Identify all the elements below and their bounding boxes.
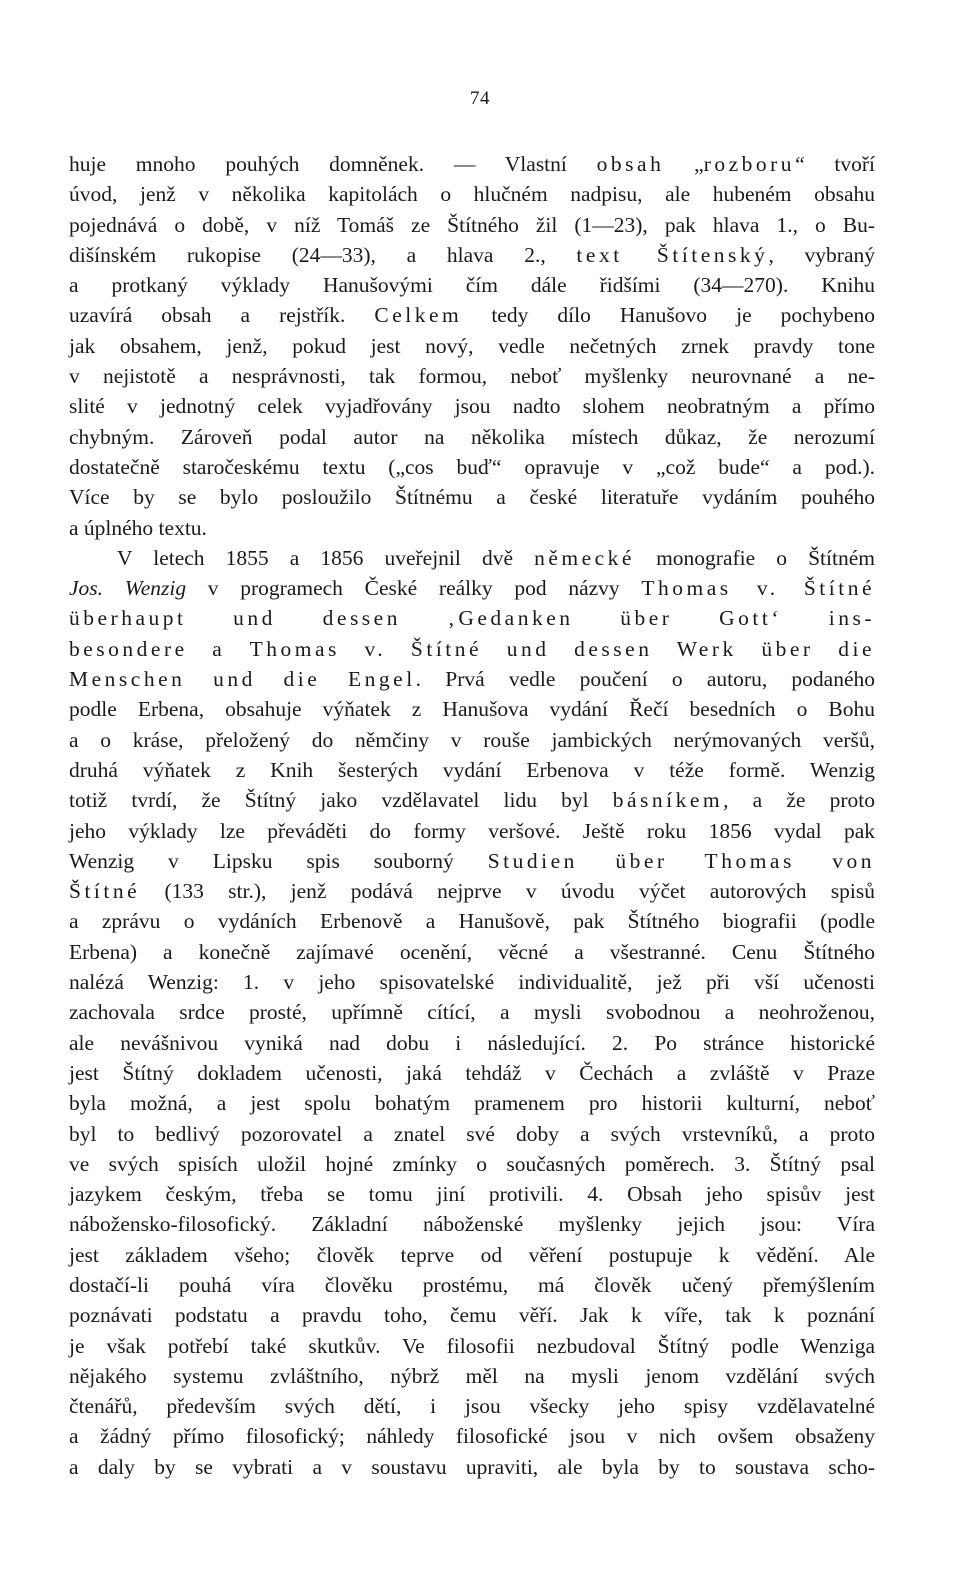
text-run: ale nevášnivou vyniká nad dobu i následující. 2. Po stránce historické <box>69 1030 875 1055</box>
text-run: dostačí-li pouhá víra člověku prostému, má člověk učený přemýšlením <box>69 1272 875 1297</box>
spaced-emphasis: überhaupt und dessen ‚Gedanken über Gott‘ ins- <box>69 606 875 631</box>
text-line <box>69 1119 875 1149</box>
spaced-emphasis: Menschen und die Engel <box>69 667 416 692</box>
text-run: a protkaný výklady Hanušovými čím dále řidšími (34—270). Knihu <box>69 273 875 298</box>
text-run: jest Štítný dokladem učenosti, jaká tehdáž v Čechách a zvláště v Praze <box>69 1060 875 1085</box>
text-line <box>69 1240 875 1270</box>
text-line <box>69 1058 875 1088</box>
text-run: (133 str.), jenž podává nejprve v úvodu výčet autorových spisů <box>140 879 875 904</box>
text-line <box>69 1088 875 1118</box>
text-line <box>69 573 875 603</box>
text-run: tedy dílo Hanušovo je pochybeno <box>462 303 875 328</box>
text-line <box>69 694 875 724</box>
text-line <box>69 876 875 906</box>
spaced-emphasis: obsah <box>596 152 665 176</box>
text-line <box>69 240 875 270</box>
text-line <box>69 1331 875 1361</box>
text-run: totiž tvrdí, že Štítný jako vzdělavatel lidu byl <box>69 788 613 813</box>
text-line <box>69 967 875 997</box>
spaced-emphasis: rozboru <box>703 152 796 176</box>
text-run: chybným. Zároveň podal autor na několika místech důkaz, že nerozumí <box>69 424 875 449</box>
spaced-emphasis: Thomas v. Štítné <box>641 576 875 601</box>
text-line <box>69 210 875 240</box>
text-run: a žádný přímo filosofický; náhledy filosofické jsou v nich ovšem obsaženy <box>69 1424 875 1449</box>
text-run: „ <box>664 152 704 176</box>
text-run: čtenářů, především svých dětí, i jsou všecky jeho spisy vzdělavatelné <box>69 1394 875 1419</box>
text-run: jeho výklady lze převáděti do formy veršové. Ještě roku 1856 vydal pak <box>69 818 875 843</box>
text-line <box>69 1361 875 1391</box>
text-line <box>69 937 875 967</box>
text-run: byl to bedlivý pozorovatel a znatel své doby a svých vrstevníků, a proto <box>69 1121 875 1146</box>
text-line <box>69 997 875 1027</box>
text-line <box>69 331 875 361</box>
text-run: , vybraný <box>768 242 875 267</box>
text-line <box>69 1028 875 1058</box>
text-run: a zprávu o vydáních Erbenově a Hanušově, pak Štítného biografii (podle <box>69 909 875 934</box>
text-line <box>69 179 875 209</box>
spaced-emphasis: text Štítenský <box>576 242 769 267</box>
text-run: V letech 1855 a 1856 uveřejnil dvě <box>117 545 535 570</box>
text-run: Více by se bylo posloužilo Štítnému a české literatuře vydáním pouhého <box>69 485 875 510</box>
text-run: uzavírá obsah a rejstřík. <box>69 303 375 328</box>
text-line <box>69 391 875 421</box>
text-run: Erbena) a konečně zajímavé ocenění, věcné a všestranné. Cenu Štítného <box>69 939 875 964</box>
spaced-emphasis: německé <box>534 545 635 570</box>
text-run: jak obsahem, jenž, pokud jest nový, vedle nečetných zrnek pravdy tone <box>69 333 875 358</box>
text-run: slité v jednotný celek vyjadřovány jsou nadto slohem neobratným a přímo <box>69 394 875 419</box>
text-line <box>69 452 875 482</box>
text-line <box>69 1391 875 1421</box>
spaced-emphasis: Celkem <box>374 303 463 328</box>
text-line <box>69 634 875 664</box>
text-run: v nejistotě a nesprávnosti, tak formou, neboť myšlenky neurovnané a ne- <box>69 364 875 389</box>
text-line <box>69 1149 875 1179</box>
text-line <box>69 1179 875 1209</box>
text-line <box>69 1452 875 1482</box>
text-line <box>69 664 875 694</box>
text-line <box>69 543 875 573</box>
text-run: a úplného textu. <box>69 515 207 540</box>
text-run: a daly by se vybrati a v soustavu upraviti, ale byla by to soustava scho- <box>69 1454 875 1479</box>
text-run: huje mnoho pouhých domněnek. — Vlastní <box>69 152 597 176</box>
text-run: nalézá Wenzig: 1. v jeho spisovatelské individualitě, jež při vší učenosti <box>69 970 875 995</box>
page-number: 74 <box>470 88 490 109</box>
text-run: v programech České reálky pod názvy <box>186 576 642 601</box>
paragraph-2 <box>69 543 875 1482</box>
spaced-emphasis: Studien über Thomas von <box>487 848 875 873</box>
text-line <box>69 270 875 300</box>
text-line <box>69 149 875 179</box>
text-line <box>69 846 875 876</box>
text-line <box>69 422 875 452</box>
text-run: byla možná, a jest spolu bohatým pramenem pro historii kulturní, neboť <box>69 1091 875 1116</box>
text-line <box>69 725 875 755</box>
text-run: dišínském rukopise (24—33), a hlava 2., <box>69 242 577 267</box>
text-run: dostatečně staročeskému textu („cos buď“ opravuje v „což bude“ a pod.). <box>69 454 875 479</box>
italic-name: Jos. Wenzig <box>69 576 187 601</box>
text-run: Wenzig v Lipsku spis souborný <box>69 848 488 873</box>
text-line <box>69 1270 875 1300</box>
text-run: pojednává o době, v níž Tomáš ze Štítného žil (1—23), pak hlava 1., o Bu- <box>69 212 875 237</box>
text-run: nějakého systemu zvláštního, nýbrž měl na mysli jenom vzdělání svých <box>69 1363 875 1388</box>
text-run: a o kráse, přeložený do němčiny v rouše jambických nerýmovaných veršů, <box>69 727 875 752</box>
text-run: “ tvoří <box>795 152 876 176</box>
text-line <box>69 482 875 512</box>
text-run: úvod, jenž v několika kapitolách o hlučném nadpisu, ale hubeném obsahu <box>69 182 875 207</box>
text-run: monografie o Štítném <box>634 545 875 570</box>
text-run: poznávati podstatu a pravdu toho, čemu věří. Jak k víře, tak k poznání <box>69 1303 875 1328</box>
text-run: jazykem českým, třeba se tomu jiní protivili. 4. Obsah jeho spisův jest <box>69 1182 875 1207</box>
text-run: podle Erbena, obsahuje výňatek z Hanušova vydání Řečí besedních o Bohu <box>69 697 875 722</box>
body-text <box>69 149 875 1482</box>
spaced-emphasis: Štítné <box>69 879 141 904</box>
text-line <box>69 300 875 330</box>
text-run: , a že proto <box>723 788 875 813</box>
text-run: . Prvá vedle poučení o autoru, podaného <box>415 667 875 692</box>
text-run: druhá výňatek z Knih šesterých vydání Erbenova v téže formě. Wenzig <box>69 757 875 782</box>
text-line <box>69 785 875 815</box>
text-line <box>69 361 875 391</box>
text-line <box>69 1209 875 1239</box>
text-run: jest základem všeho; člověk teprve od věření postupuje k vědění. Ale <box>69 1242 875 1267</box>
spaced-emphasis: básníkem <box>612 788 724 813</box>
text-line <box>69 1300 875 1330</box>
text-line <box>69 603 875 633</box>
text-run: zachovala srdce prosté, upřímně cítící, a mysli svobodnou a neohroženou, <box>69 1000 875 1025</box>
text-line <box>69 1421 875 1451</box>
text-run: nábožensko-filosofický. Základní náboženské myšlenky jejich jsou: Víra <box>69 1212 875 1237</box>
paragraph-1 <box>69 149 875 543</box>
text-run: je však potřebí také skutkův. Ve filosofii nezbudoval Štítný podle Wenziga <box>69 1333 875 1358</box>
text-line <box>69 816 875 846</box>
text-line <box>69 906 875 936</box>
text-line <box>69 513 875 543</box>
text-run: ve svých spisích uložil hojné zmínky o současných poměrech. 3. Štítný psal <box>69 1151 875 1176</box>
text-line <box>69 755 875 785</box>
spaced-emphasis: besondere a Thomas v. Štítné und dessen Werk über die <box>69 636 875 661</box>
